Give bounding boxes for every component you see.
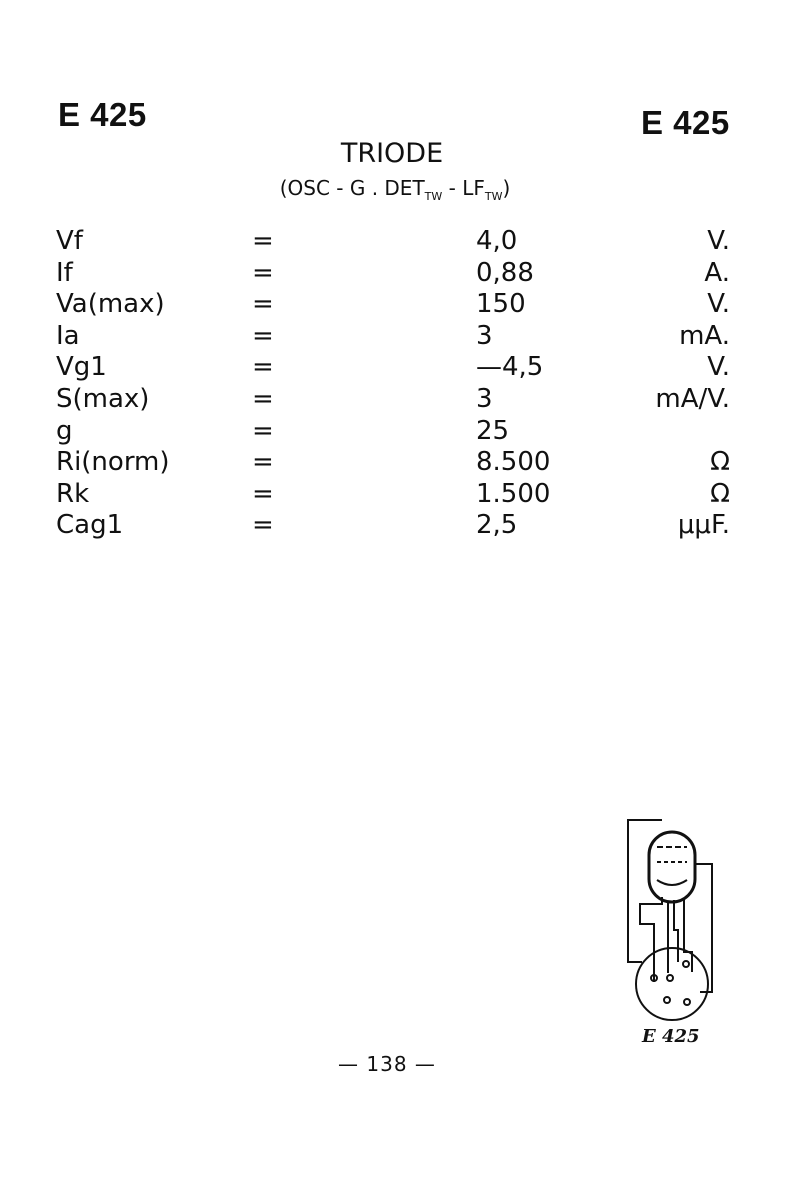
page-number: — 138 — (338, 1052, 436, 1076)
spec-symbol: g (56, 415, 73, 446)
spec-symbol: Ia (56, 320, 80, 351)
function-prefix: (OSC - G . DET (279, 176, 425, 200)
cathode-electrode (657, 880, 687, 885)
spec-value: 1.500 (476, 478, 551, 509)
spec-value: 0,88 (476, 257, 534, 288)
spec-value: 4,0 (476, 226, 518, 256)
spec-equals: = (252, 289, 274, 320)
function-suffix: ) (502, 176, 511, 200)
spec-unit: V. (707, 352, 730, 383)
spec-value: 2,5 (476, 510, 518, 541)
function-mid: - LF (442, 176, 485, 200)
spec-symbol: Va(max) (56, 289, 165, 320)
spec-row (56, 352, 730, 384)
spec-value: 3 (476, 320, 493, 351)
spec-unit: V. (707, 289, 730, 320)
spec-equals: = (252, 478, 274, 509)
spec-equals: = (252, 320, 274, 351)
spec-symbol: Ri(norm) (56, 447, 170, 478)
spec-equals: = (252, 257, 274, 288)
spec-row (56, 289, 730, 321)
tube-type-title: TRIODE (340, 138, 444, 169)
tube-envelope (649, 832, 695, 902)
function-subscript-det: TW (424, 190, 443, 203)
spec-unit: μμF. (677, 510, 730, 541)
spec-symbol: Cag1 (56, 510, 124, 541)
spec-value: 25 (476, 415, 510, 446)
spec-row (56, 479, 730, 511)
spec-row (56, 416, 730, 448)
function-subscript-lf: TW (484, 190, 503, 203)
spec-unit: mA/V. (655, 383, 730, 414)
spec-equals: = (252, 226, 274, 256)
spec-equals: = (252, 447, 274, 478)
diagram-caption: E 425 (642, 1026, 700, 1047)
spec-value: —4,5 (476, 352, 544, 383)
tube-function-subtitle (0, 176, 790, 203)
spec-value: 150 (476, 289, 526, 320)
spec-table (56, 226, 730, 542)
spec-unit: Ω (710, 478, 730, 509)
spec-value: 3 (476, 383, 493, 414)
spec-symbol: If (56, 257, 73, 288)
tube-code-left: E 425 (58, 96, 147, 133)
spec-value: 8.500 (476, 447, 551, 478)
spec-row (56, 447, 730, 479)
spec-symbol: S(max) (56, 383, 150, 414)
tube-code-right: E 425 (641, 104, 730, 141)
spec-unit: V. (707, 226, 730, 256)
spec-equals: = (252, 415, 274, 446)
spec-symbol: Vf (56, 226, 83, 256)
spec-equals: = (252, 510, 274, 541)
spec-row (56, 384, 730, 416)
spec-row (56, 510, 730, 542)
spec-equals: = (252, 352, 274, 383)
spec-symbol: Rk (56, 478, 90, 509)
spec-equals: = (252, 383, 274, 414)
spec-unit: Ω (710, 447, 730, 478)
spec-row (56, 258, 730, 290)
tube-pinout-diagram (612, 812, 722, 1052)
spec-unit: A. (704, 257, 730, 288)
spec-row (56, 321, 730, 353)
spec-row (56, 226, 730, 258)
spec-symbol: Vg1 (56, 352, 107, 383)
base-socket (636, 948, 708, 1020)
spec-unit: mA. (679, 320, 730, 351)
